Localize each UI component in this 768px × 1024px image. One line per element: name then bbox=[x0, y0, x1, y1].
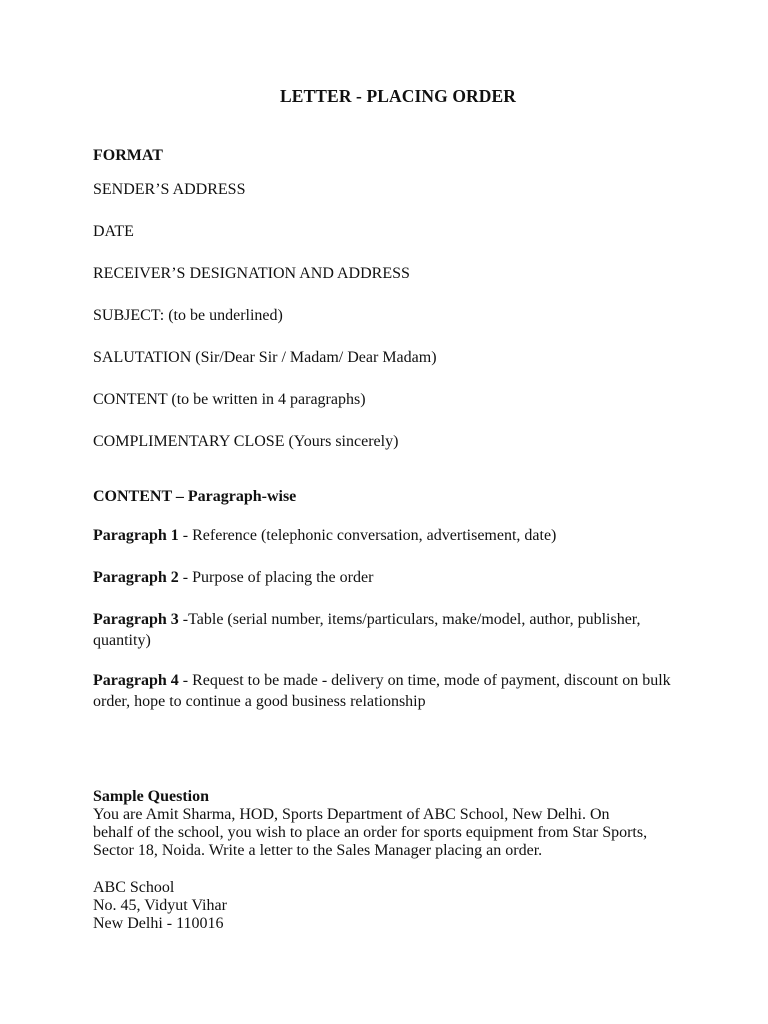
format-item-senders-address: SENDER’S ADDRESS bbox=[93, 181, 246, 198]
format-item-salutation: SALUTATION (Sir/Dear Sir / Madam/ Dear Madam) bbox=[93, 349, 437, 366]
sample-question bbox=[93, 788, 693, 860]
address-line: New Delhi - 110016 bbox=[93, 915, 224, 932]
format-heading: FORMAT bbox=[93, 147, 163, 164]
paragraph-3-text: -Table (serial number, items/particulars, make/model, author, publisher, quantity) bbox=[93, 611, 641, 649]
paragraph-1-label: Paragraph 1 bbox=[93, 527, 179, 544]
sample-question-line: behalf of the school, you wish to place an order for sports equipment from Star Sports, bbox=[93, 824, 648, 841]
sample-question-line: Sector 18, Noida. Write a letter to the Sales Manager placing an order. bbox=[93, 842, 543, 859]
paragraph-3 bbox=[93, 609, 683, 651]
paragraph-2-text: - Purpose of placing the order bbox=[178, 569, 374, 586]
paragraph-4-label: Paragraph 4 bbox=[93, 672, 179, 689]
format-item-subject: SUBJECT: (to be underlined) bbox=[93, 307, 283, 324]
paragraph-1-text: - Reference (telephonic conversation, advertisement, date) bbox=[178, 527, 557, 544]
paragraph-4 bbox=[93, 670, 683, 712]
format-item-receiver: RECEIVER’S DESIGNATION AND ADDRESS bbox=[93, 265, 410, 282]
address-line: ABC School bbox=[93, 879, 175, 896]
format-item-date: DATE bbox=[93, 223, 134, 240]
paragraph-4-text: - Request to be made - delivery on time, mode of payment, discount on bulk order, hope to continue a good business relationship bbox=[93, 672, 671, 710]
paragraph-3-label: Paragraph 3 bbox=[93, 611, 179, 628]
address-line: No. 45, Vidyut Vihar bbox=[93, 897, 227, 914]
document-title: LETTER - PLACING ORDER bbox=[279, 86, 517, 106]
paragraph-2 bbox=[93, 567, 683, 588]
format-item-content: CONTENT (to be written in 4 paragraphs) bbox=[93, 391, 366, 408]
paragraph-1 bbox=[93, 525, 683, 546]
paragraph-2-label: Paragraph 2 bbox=[93, 569, 179, 586]
sample-question-line: You are Amit Sharma, HOD, Sports Department of ABC School, New Delhi. On bbox=[93, 806, 610, 823]
content-heading: CONTENT – Paragraph-wise bbox=[93, 488, 297, 505]
sender-address-block bbox=[93, 879, 693, 933]
sample-question-heading: Sample Question bbox=[93, 788, 210, 805]
format-item-complimentary-close: COMPLIMENTARY CLOSE (Yours sincerely) bbox=[93, 433, 399, 450]
